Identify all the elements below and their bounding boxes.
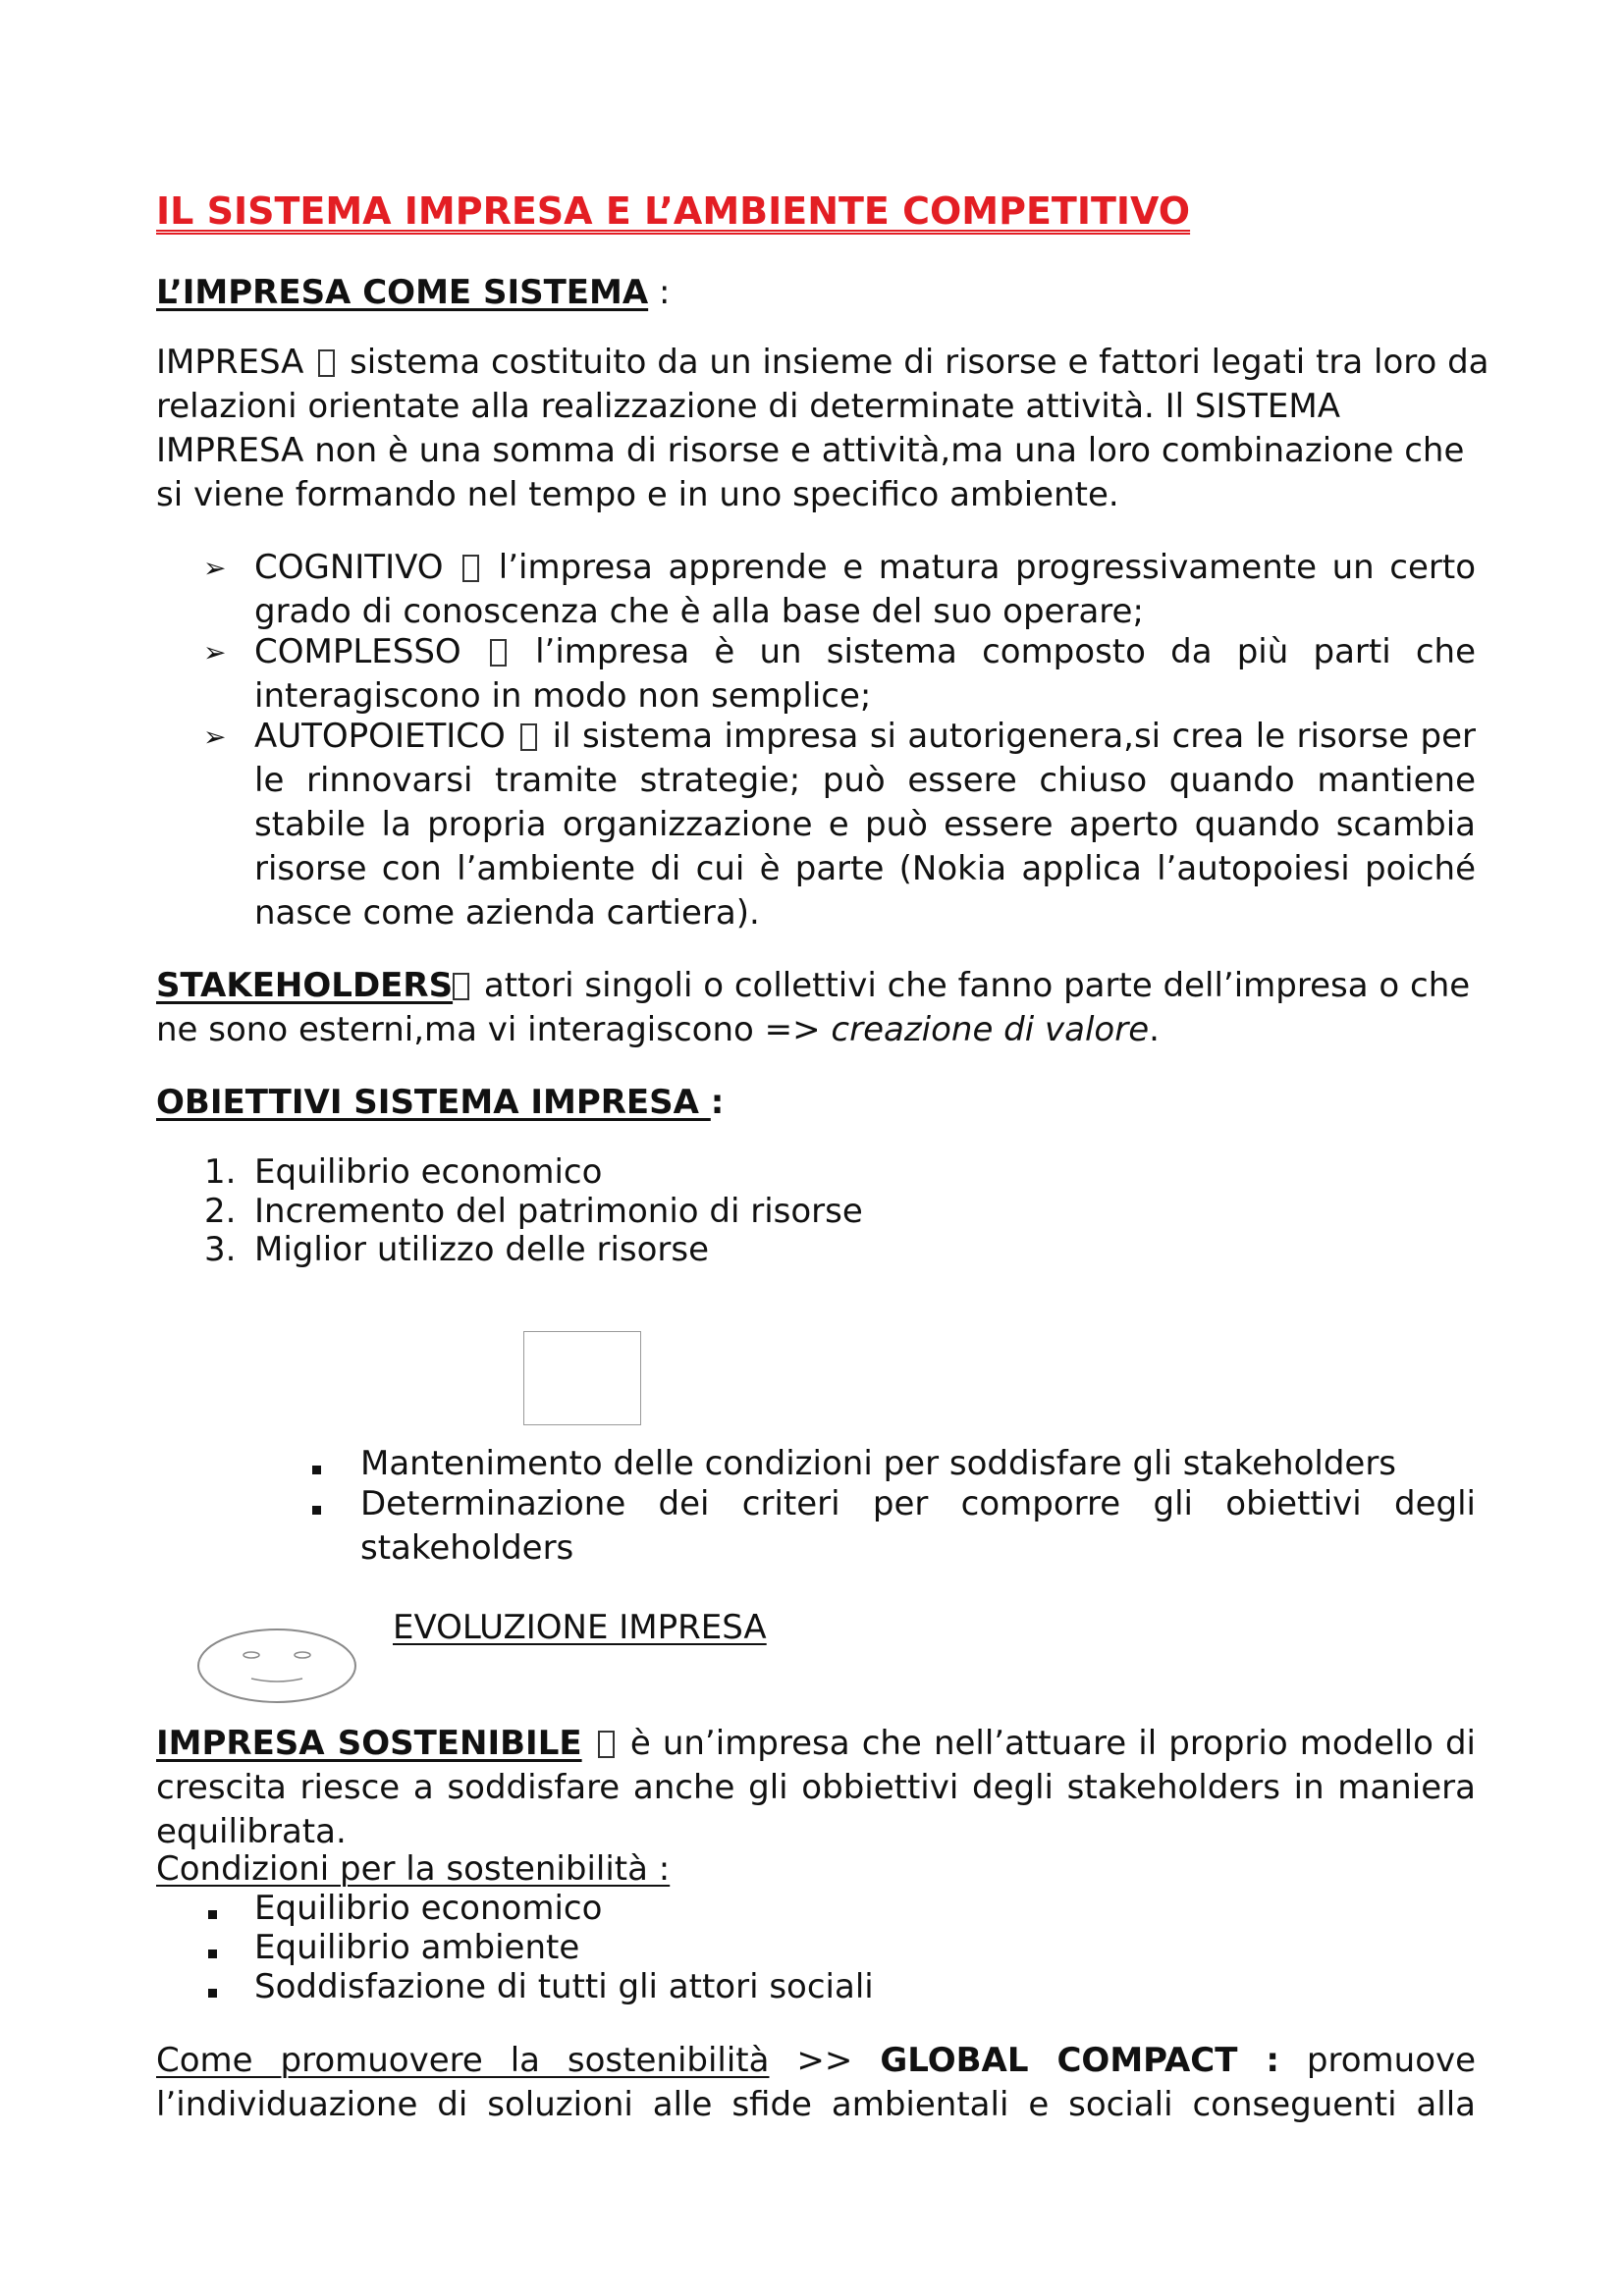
square-bullet-icon [312,1460,321,1478]
promote-arrow: >> [796,2041,853,2080]
stakeholders-italic: creazione di valore [831,1010,1150,1049]
stakeholders-text: attori singoli o collettivi che fanno parte dell’impresa o che [473,966,1471,1005]
stakeholders-line [156,964,1470,1008]
condition-item: Soddisfazione di tutti gli attori sociali [254,1967,874,2006]
arrow-bullet-icon: ➢ [203,636,227,668]
missing-glyph-icon [598,1731,615,1758]
arrow-bullet-icon: ➢ [203,552,227,584]
objective-item: Equilibrio economico [254,1152,603,1192]
promote-heading: Come promuovere la sostenibilità [156,2041,770,2080]
evolution-label: EVOLUZIONE IMPRESA [393,1608,767,1647]
missing-glyph-icon [462,555,479,582]
sustainable-text: è un’impresa che nell’attuare il proprio modello di [618,1724,1477,1763]
paragraph-line: IMPRESA non è una somma di risorse e attività,ma una loro combinazione che [156,431,1465,470]
paragraph-line: si viene formando nel tempo e in uno specifico ambiente. [156,475,1119,514]
paragraph-line [156,341,1489,385]
section-heading-text: L’IMPRESA COME SISTEMA [156,273,649,312]
missing-glyph-icon [318,349,335,377]
sub-item: Determinazione dei criteri per comporre gli obiettivi degli [360,1484,1476,1523]
global-compact-line: l’individuazione di soluzioni alle sfide ambientali e sociali conseguenti alla [156,2085,1476,2124]
conditions-heading: Condizioni per la sostenibilità : [156,1849,671,1889]
list-number: 2. [204,1192,237,1231]
condition-item: Equilibrio ambiente [254,1928,580,1967]
condition-item: Equilibrio economico [254,1889,603,1928]
smiley-face-icon [194,1626,359,1706]
section-heading-suffix: : [648,273,671,312]
list-item-continuation: nasce come azienda cartiera). [254,893,760,933]
paragraph-text: IMPRESA [156,343,315,382]
list-item-continuation: interagiscono in modo non semplice; [254,676,872,716]
list-item-term: COGNITIVO [254,548,444,587]
square-bullet-icon [312,1500,321,1519]
sustainable-term: IMPRESA SOSTENIBILE [156,1724,582,1763]
missing-glyph-icon [520,723,537,751]
section-heading-impresa-sistema [156,271,670,315]
sustainable-line: crescita riesce a soddisfare anche gli obbiettivi degli stakeholders in maniera [156,1768,1476,1807]
list-item-cognitivo [254,546,1476,590]
document-title: IL SISTEMA IMPRESA E L’AMBIENTE COMPETITIVO [156,189,1191,233]
paragraph-text: sistema costituito da un insieme di risorse e fattori legati tra loro da [339,343,1489,382]
missing-glyph-icon [490,639,507,667]
sub-item-continuation: stakeholders [360,1528,574,1568]
list-item-text: l’impresa è un sistema composto da più parti che [535,632,1477,671]
list-item-term: AUTOPOIETICO [254,717,506,756]
list-item-term: COMPLESSO [254,632,461,671]
list-item-continuation: le rinnovarsi tramite strategie; può essere chiuso quando mantiene [254,761,1476,800]
objective-item: Incremento del patrimonio di risorse [254,1192,863,1231]
sustainable-line: equilibrata. [156,1812,347,1851]
square-bullet-icon [208,1944,217,1962]
objectives-heading-text: OBIETTIVI SISTEMA IMPRESA [156,1083,711,1122]
list-item-text: il sistema impresa si autorigenera,si crea le risorse per [552,717,1476,756]
promote-text: promuove [1306,2041,1477,2080]
objectives-heading [156,1081,724,1125]
list-number: 3. [204,1230,237,1269]
stakeholders-text: ne sono esterni,ma vi interagiscono => [156,1010,832,1049]
list-number: 1. [204,1152,237,1192]
list-item-continuation: grado di conoscenza che è alla base del suo operare; [254,592,1144,631]
objective-item: Miglior utilizzo delle risorse [254,1230,710,1269]
stakeholders-line [156,1008,1160,1052]
list-item-continuation: risorse con l’ambiente di cui è parte (Nokia applica l’autopoiesi poiché [254,849,1476,888]
list-item-autopoietico [254,715,1476,759]
objectives-heading-colon: : [710,1083,725,1122]
sustainable-line [156,1722,1476,1766]
square-bullet-icon [208,1983,217,2002]
list-item-complesso [254,630,1476,674]
paragraph-line: relazioni orientate alla realizzazione di determinate attività. Il SISTEMA [156,387,1340,426]
arrow-bullet-icon: ➢ [203,721,227,753]
square-bullet-icon [208,1904,217,1923]
stakeholders-text: . [1149,1010,1160,1049]
stakeholders-term: STAKEHOLDERS [156,966,454,1005]
sub-item: Mantenimento delle condizioni per soddisfare gli stakeholders [360,1444,1397,1483]
global-compact-line [156,2039,1476,2083]
missing-glyph-icon [453,973,469,1000]
list-item-text: l’impresa apprende e matura progressivamente un certo [498,548,1477,587]
global-compact-term: GLOBAL COMPACT : [880,2041,1279,2080]
image-placeholder [523,1331,641,1425]
list-item-continuation: stabile la propria organizzazione e può essere aperto quando scambia [254,805,1476,844]
